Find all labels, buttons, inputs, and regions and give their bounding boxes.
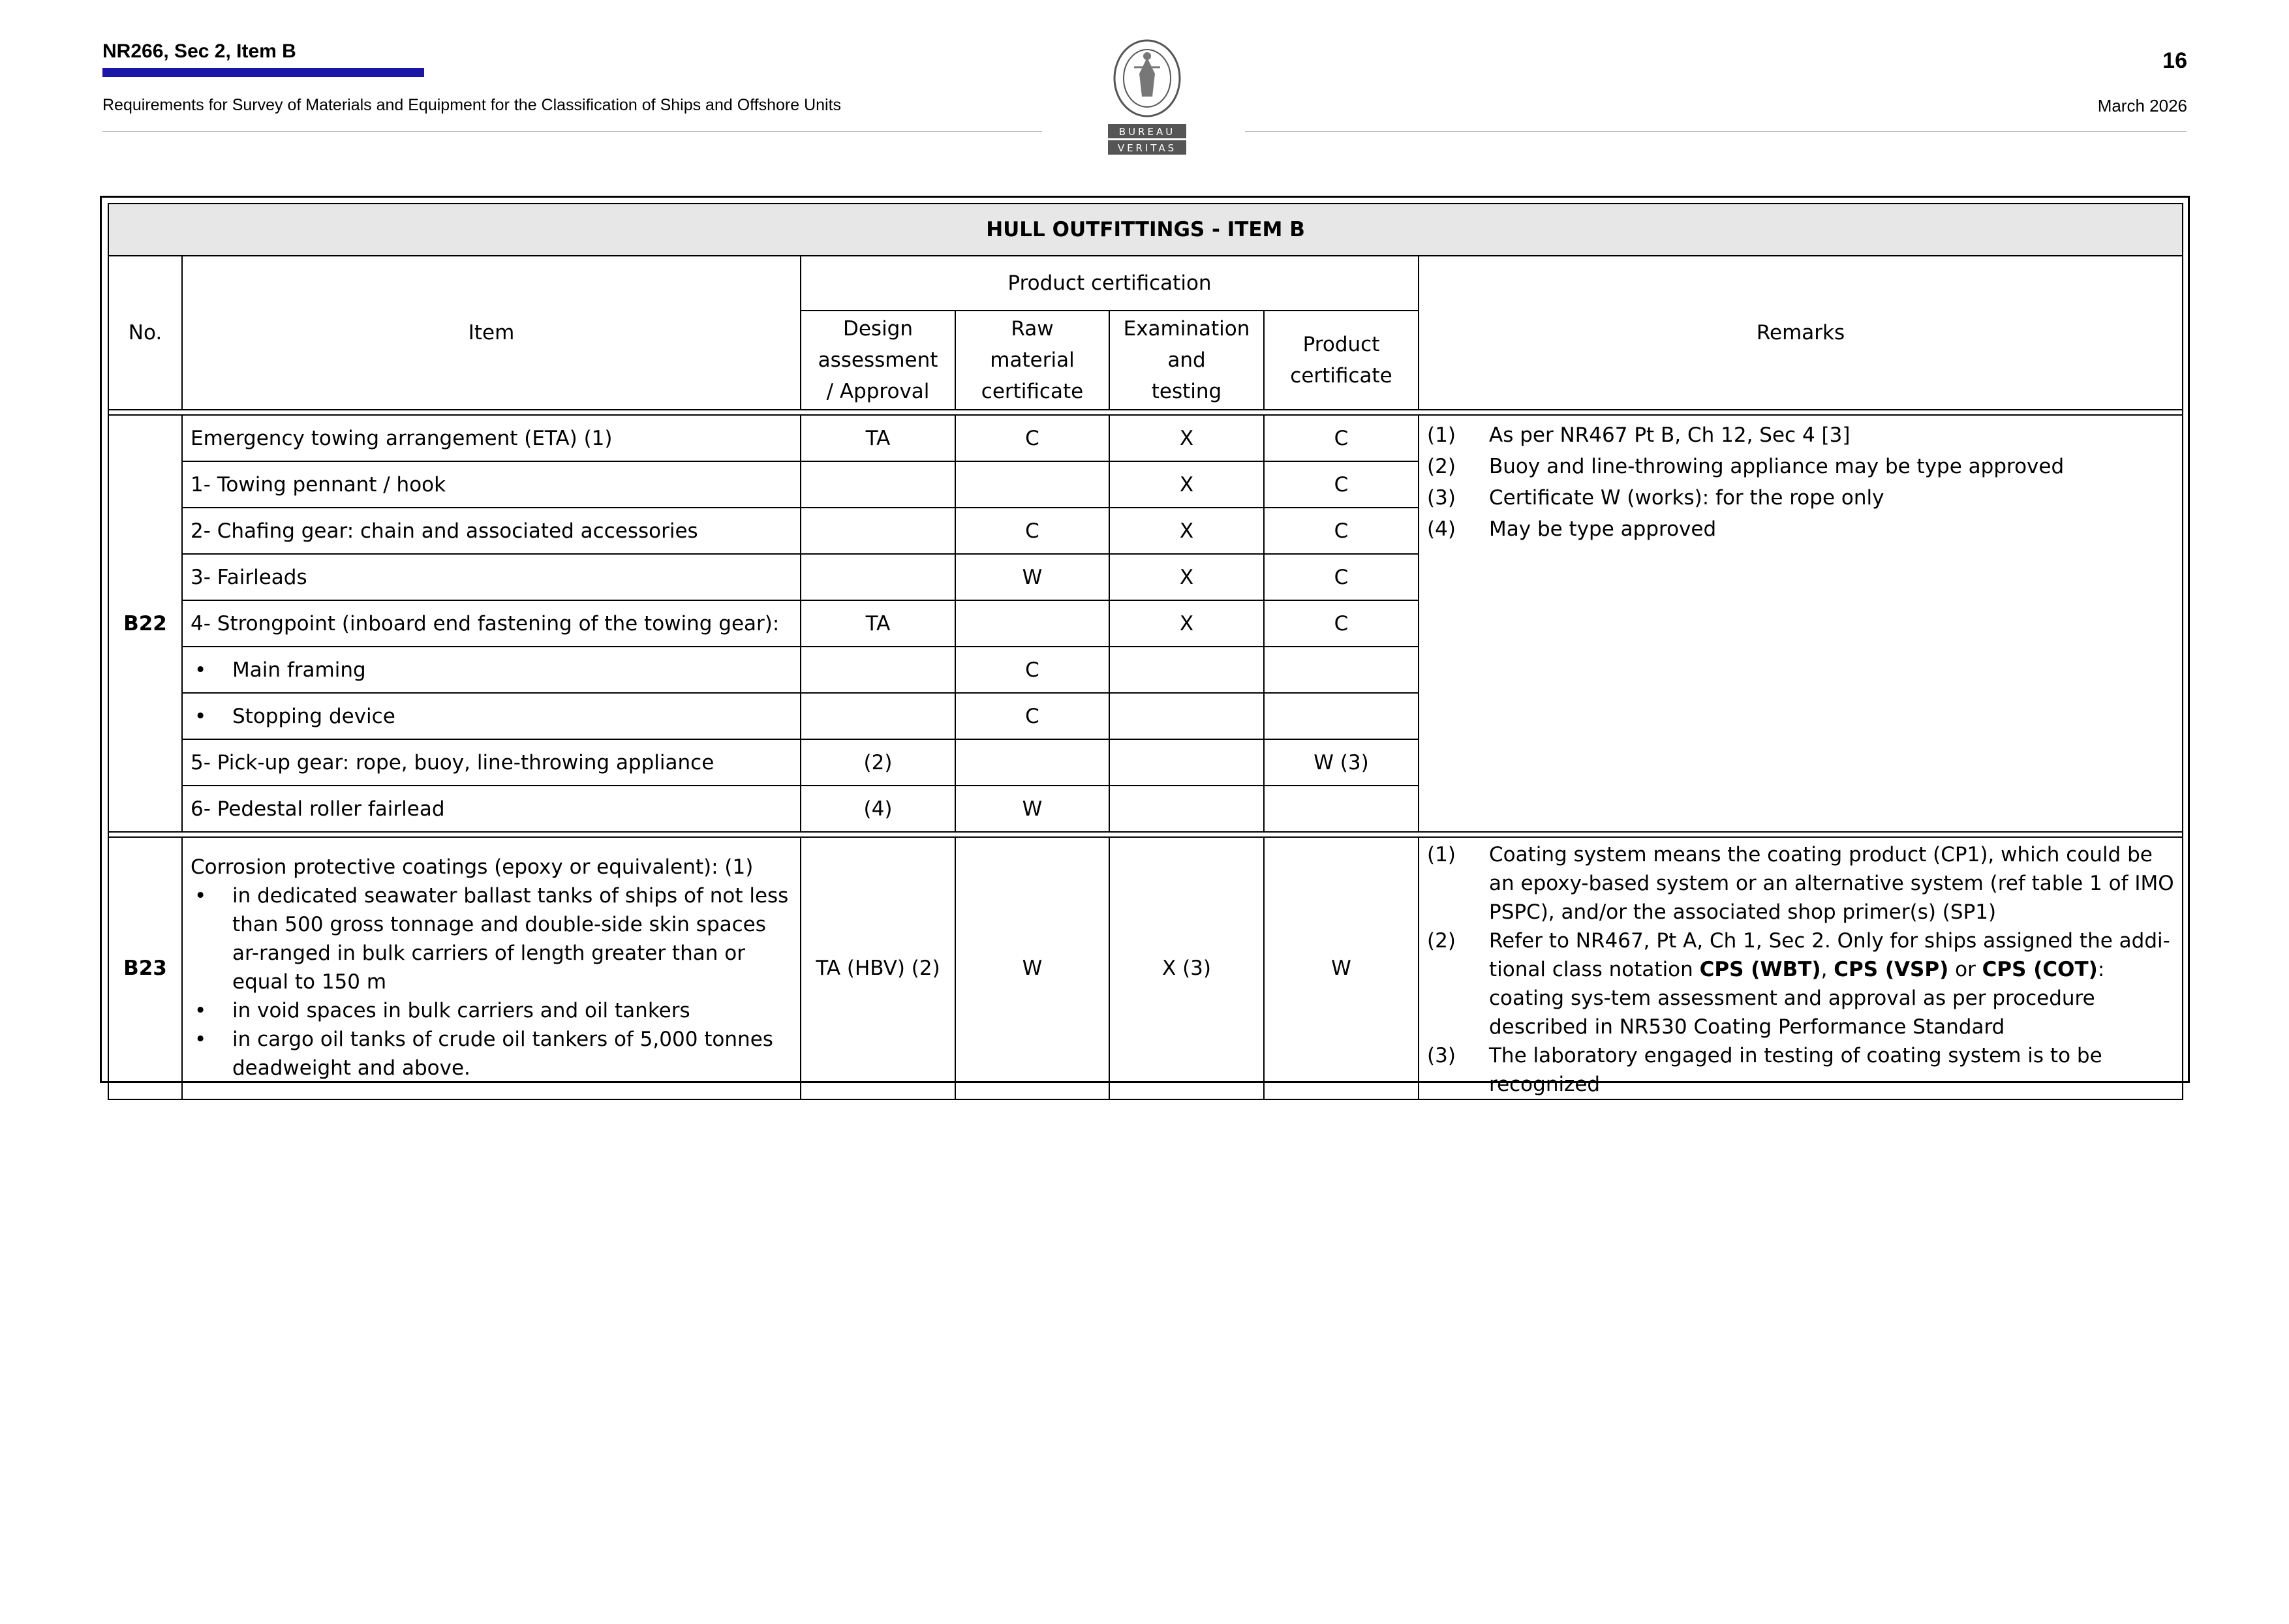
item-cell: Corrosion protective coatings (epoxy or equivalent): (1) • in dedicated seawater ballast tanks of ships of not less than 500 gross tonnage and double-side skin spaces ar-ranged in bulk carriers of length greater than or equal to 150 m • in void spaces in bulk carriers and oil tankers • in cargo oil tanks of crude oil tankers of 5,000 tonnes deadweight and above. <box>182 837 801 1099</box>
item-cell: 3- Fairleads <box>182 554 801 600</box>
item-cell: 6- Pedestal roller fairlead <box>182 786 801 832</box>
product-cell <box>1264 647 1419 693</box>
header-no: No. <box>108 256 182 410</box>
bullet-icon: • <box>194 999 207 1022</box>
raw-cell: W <box>955 837 1109 1099</box>
design-cell: (2) <box>801 739 955 786</box>
raw-cell: C <box>955 693 1109 739</box>
product-cell: C <box>1264 600 1419 647</box>
product-cell: C <box>1264 415 1419 461</box>
item-cell: Emergency towing arrangement (ETA) (1) <box>182 415 801 461</box>
remark-item: (2) Buoy and line-throwing appliance may be type approved <box>1427 455 2065 478</box>
header-raw-material: Raw material certificate <box>955 311 1109 410</box>
table-row <box>108 415 2183 461</box>
product-cell: C <box>1264 554 1419 600</box>
exam-cell: X <box>1109 508 1264 554</box>
bullet-icon: • <box>194 1028 207 1051</box>
exam-cell <box>1109 739 1264 786</box>
exam-cell <box>1109 693 1264 739</box>
design-cell: TA (HBV) (2) <box>801 837 955 1099</box>
exam-cell: X <box>1109 415 1264 461</box>
remark-item: (4) May be type approved <box>1427 517 1717 541</box>
header-examination: Examination and testing <box>1109 311 1264 410</box>
bullet-icon: • <box>194 704 207 728</box>
raw-cell: C <box>955 508 1109 554</box>
remarks-b22 <box>1419 415 2183 832</box>
item-number-b22: B22 <box>108 415 182 832</box>
design-cell <box>801 647 955 693</box>
item-number-b23: B23 <box>108 837 182 1099</box>
raw-cell: C <box>955 415 1109 461</box>
hull-outfittings-table <box>108 203 2183 1100</box>
product-cell: C <box>1264 508 1419 554</box>
product-cell: W <box>1264 837 1419 1099</box>
item-cell: • Main framing <box>182 647 801 693</box>
design-cell: TA <box>801 600 955 647</box>
item-cell: 1- Towing pennant / hook <box>182 461 801 508</box>
design-cell <box>801 554 955 600</box>
raw-cell: C <box>955 647 1109 693</box>
item-cell: 5- Pick-up gear: rope, buoy, line-throwing appliance <box>182 739 801 786</box>
exam-cell: X <box>1109 600 1264 647</box>
exam-cell: X <box>1109 554 1264 600</box>
document-subtitle: Requirements for Survey of Materials and Equipment for the Classification of Ships and Offshore Units <box>102 96 842 114</box>
raw-cell <box>955 461 1109 508</box>
header-item: Item <box>182 256 801 410</box>
design-cell: TA <box>801 415 955 461</box>
product-cell <box>1264 786 1419 832</box>
remark-item: (1) As per NR467 Pt B, Ch 12, Sec 4 [3] <box>1427 423 1851 447</box>
remark-item: (1) Coating system means the coating product (CP1), which could be an epoxy-based system or an alternative system (ref table 1 of IMO PSPC), and/or the associated shop primer(s) (SP1) <box>1427 843 2174 924</box>
header-divider-right <box>1245 131 2187 132</box>
header-divider-left <box>102 131 1042 132</box>
product-cell: C <box>1264 461 1419 508</box>
header-product-certificate: Product certificate <box>1264 311 1419 410</box>
exam-cell: X <box>1109 461 1264 508</box>
svg-text:BUREAU: BUREAU <box>1118 126 1176 138</box>
exam-cell: X (3) <box>1109 837 1264 1099</box>
design-cell <box>801 693 955 739</box>
publication-date: March 2026 <box>2097 96 2187 115</box>
header-remarks: Remarks <box>1419 256 2183 410</box>
product-cell <box>1264 693 1419 739</box>
table-title: HULL OUTFITTINGS - ITEM B <box>108 204 2183 256</box>
header-design-assessment: Design assessment / Approval <box>801 311 955 410</box>
bullet-icon: • <box>194 884 207 908</box>
header-product-certification: Product certification <box>801 256 1419 311</box>
item-cell: 2- Chafing gear: chain and associated accessories <box>182 508 801 554</box>
header-accent-bar <box>102 68 424 77</box>
design-cell <box>801 508 955 554</box>
raw-cell: W <box>955 786 1109 832</box>
table-row <box>108 837 2183 1099</box>
page-number: 16 <box>2162 48 2187 73</box>
svg-text:VERITAS: VERITAS <box>1117 142 1177 154</box>
raw-cell <box>955 600 1109 647</box>
item-cell: • Stopping device <box>182 693 801 739</box>
raw-cell: W <box>955 554 1109 600</box>
remark-item: (2) Refer to NR467, Pt A, Ch 1, Sec 2. Only for ships assigned the addi-tional class notation CPS (WBT), CPS (VSP) or CPS (COT): coating sys-tem assessment and approval as per procedure described in NR530 Coating Performance Standard <box>1427 929 2170 1039</box>
exam-cell <box>1109 786 1264 832</box>
remarks-b23 <box>1419 837 2183 1099</box>
item-cell: 4- Strongpoint (inboard end fastening of the towing gear): <box>182 600 801 647</box>
design-cell: (4) <box>801 786 955 832</box>
bureau-veritas-logo <box>1101 38 1193 162</box>
document-reference: NR266, Sec 2, Item B <box>102 40 296 62</box>
product-cell: W (3) <box>1264 739 1419 786</box>
raw-cell <box>955 739 1109 786</box>
exam-cell <box>1109 647 1264 693</box>
remark-item: (3) The laboratory engaged in testing of coating system is to be recognized <box>1427 1044 2102 1096</box>
remark-item: (3) Certificate W (works): for the rope only <box>1427 486 1884 510</box>
design-cell <box>801 461 955 508</box>
bullet-icon: • <box>194 658 207 682</box>
